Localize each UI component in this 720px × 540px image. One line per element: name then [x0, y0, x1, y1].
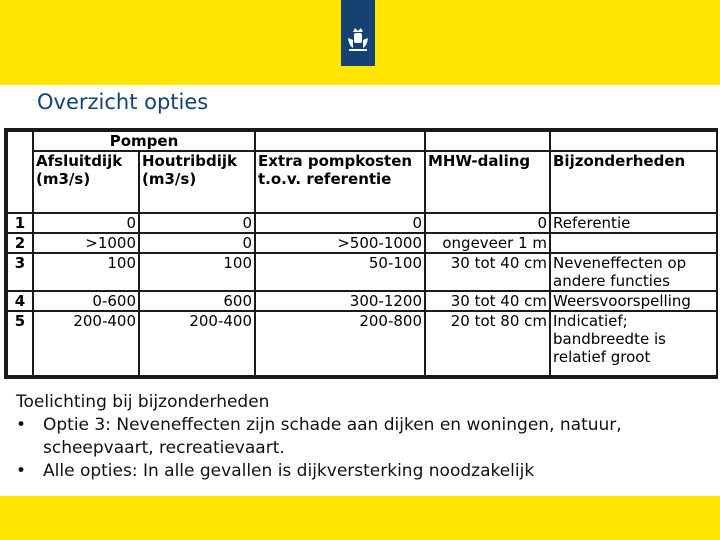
cell-mhw-daling: 20 tot 80 cm — [425, 311, 550, 376]
empty-header-cell — [550, 131, 717, 151]
notes-heading: Toelichting bij bijzonderheden — [16, 392, 270, 412]
rijksoverheid-logo — [341, 0, 375, 66]
empty-header-cell — [425, 131, 550, 151]
cell-bijzonderheden — [550, 233, 717, 253]
cell-pompkosten: 50-100 — [255, 253, 425, 291]
cell-pompkosten: 200-800 — [255, 311, 425, 376]
table-corner-cell — [7, 131, 33, 213]
cell-pompkosten: 300-1200 — [255, 291, 425, 311]
coat-of-arms-icon — [346, 26, 370, 54]
page-title: Overzicht opties — [37, 90, 209, 114]
cell-bijzonderheden: Referentie — [550, 213, 717, 233]
header-bar — [0, 0, 720, 85]
cell-bijzonderheden: Indicatief; bandbreedte is relatief groot — [550, 311, 717, 376]
cell-bijzonderheden: Neveneffecten op andere functies — [550, 253, 717, 291]
cell-houtribdijk: 200-400 — [139, 311, 255, 376]
table-row — [7, 291, 717, 311]
row-number: 5 — [7, 311, 33, 376]
group-header-pompen: Pompen — [33, 131, 255, 151]
row-number: 2 — [7, 233, 33, 253]
cell-afsluitdijk: 100 — [33, 253, 139, 291]
column-header-bijzonderheden: Bijzonderheden — [550, 151, 717, 213]
list-item: • Alle opties: In alle gevallen is dijkversterking noodzakelijk — [16, 460, 720, 483]
cell-pompkosten: 0 — [255, 213, 425, 233]
table-row — [7, 311, 717, 376]
cell-houtribdijk: 0 — [139, 213, 255, 233]
notes-list — [16, 414, 720, 483]
cell-mhw-daling: 30 tot 40 cm — [425, 291, 550, 311]
column-header-afsluitdijk: Afsluitdijk (m3/s) — [33, 151, 139, 213]
column-header-pompkosten: Extra pompkosten t.o.v. referentie — [255, 151, 425, 213]
table-row — [7, 253, 717, 291]
cell-afsluitdijk: 0-600 — [33, 291, 139, 311]
options-table — [6, 130, 718, 377]
notes-section — [16, 391, 720, 483]
table-header-row — [7, 151, 717, 213]
cell-afsluitdijk: 200-400 — [33, 311, 139, 376]
footer-bar — [0, 496, 720, 540]
cell-houtribdijk: 0 — [139, 233, 255, 253]
list-item: • Optie 3: Neveneffecten zijn schade aan dijken en woningen, natuur, scheepvaart, recreatievaart. — [16, 414, 720, 460]
row-number: 4 — [7, 291, 33, 311]
options-table-frame — [4, 128, 718, 379]
table-row — [7, 233, 717, 253]
column-header-houtribdijk: Houtribdijk (m3/s) — [139, 151, 255, 213]
cell-houtribdijk: 600 — [139, 291, 255, 311]
cell-mhw-daling: 0 — [425, 213, 550, 233]
table-row — [7, 213, 717, 233]
cell-houtribdijk: 100 — [139, 253, 255, 291]
empty-header-cell — [255, 131, 425, 151]
cell-bijzonderheden: Weersvoorspelling — [550, 291, 717, 311]
cell-afsluitdijk: >1000 — [33, 233, 139, 253]
table-group-header-row — [7, 131, 717, 151]
cell-pompkosten: >500-1000 — [255, 233, 425, 253]
row-number: 3 — [7, 253, 33, 291]
cell-mhw-daling: ongeveer 1 m — [425, 233, 550, 253]
row-number: 1 — [7, 213, 33, 233]
column-header-mhw-daling: MHW-daling — [425, 151, 550, 213]
cell-afsluitdijk: 0 — [33, 213, 139, 233]
cell-mhw-daling: 30 tot 40 cm — [425, 253, 550, 291]
